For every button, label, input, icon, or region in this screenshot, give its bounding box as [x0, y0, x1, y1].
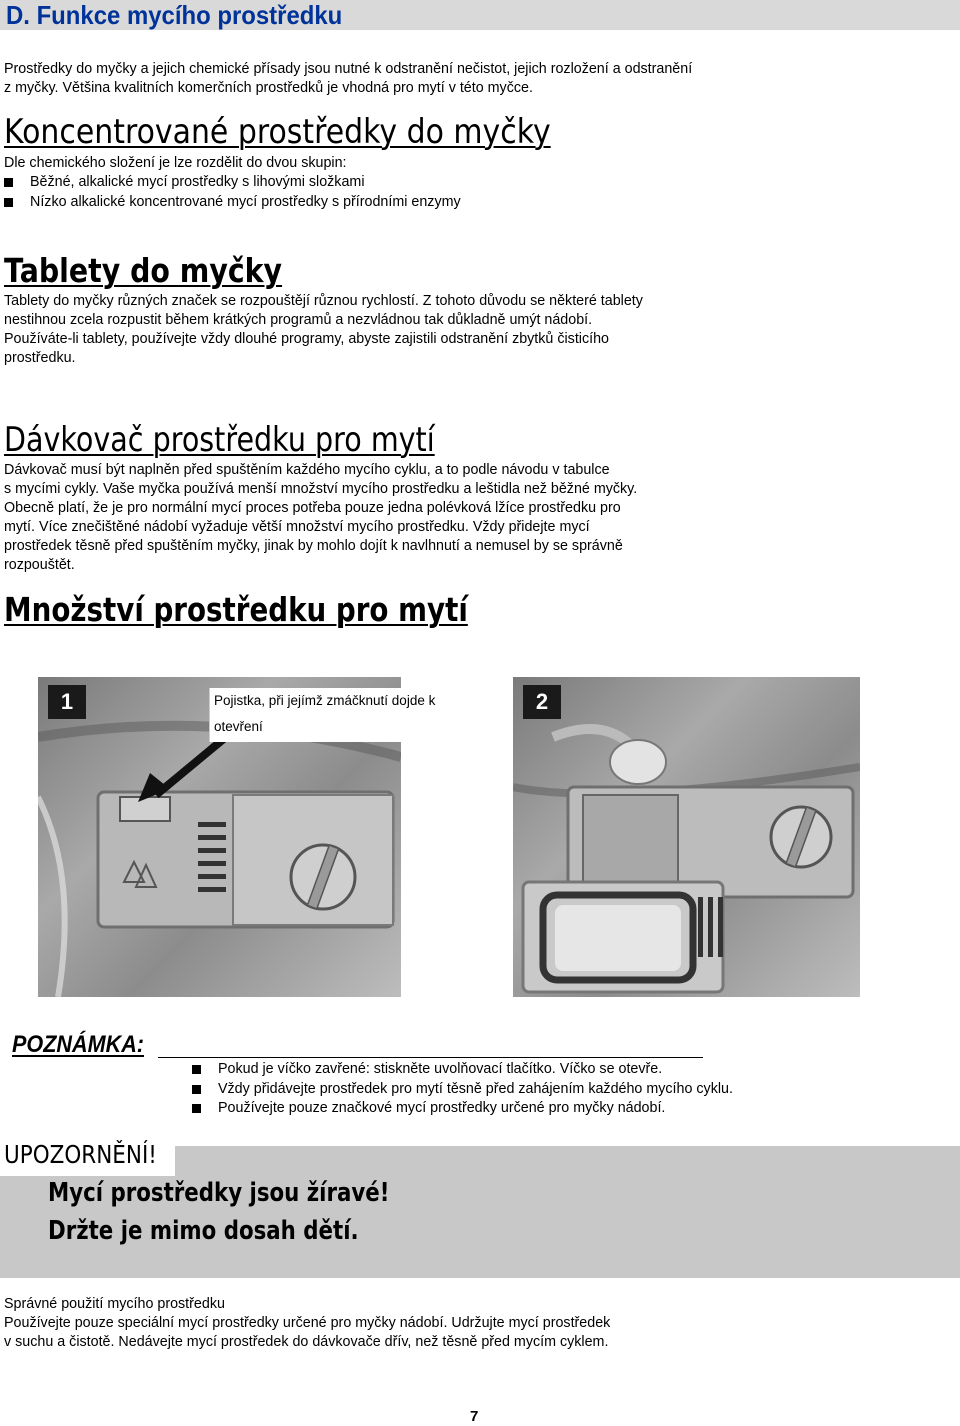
tablets-line: Používáte-li tablety, používejte vždy dlouhé programy, abyste zajistili odstranění zbytků čisticího [4, 331, 609, 347]
list-item: Používejte pouze značkové mycí prostředky určené pro myčky nádobí. [188, 1099, 948, 1119]
dispenser-line: mytí. Více znečištěné nádobí vyžaduje větší množství mycího prostředku. Vždy přidejte mycí [4, 519, 590, 535]
intro-line: z myčky. Většina kvalitních komerčních prostředků je vhodná pro mytí v této myčce. [4, 80, 533, 96]
intro-paragraph [4, 60, 954, 98]
proper-use-line: v suchu a čistotě. Nedávejte mycí prostředek do dávkovače dřív, než těsně před mycím cyklem. [4, 1334, 609, 1350]
list-item: Vždy přidávejte prostředek pro mytí těsně před zahájením každého mycího cyklu. [188, 1080, 948, 1100]
open-dispenser-illustration [513, 677, 860, 997]
dispenser-line: Obecně platí, že je pro normální mycí proces potřeba pouze jedna polévková lžíce prostředku pro [4, 500, 621, 516]
proper-use-line: Používejte pouze speciální mycí prostředky určené pro myčky nádobí. Udržujte mycí prostředek [4, 1315, 611, 1331]
callout-line: otevření [214, 719, 263, 734]
proper-use-title: Správné použití mycího prostředku [4, 1296, 225, 1312]
callout-box [209, 688, 476, 742]
tablets-paragraph [4, 292, 954, 368]
page-number: 7 [470, 1408, 479, 1425]
warning-title: UPOZORNĚNÍ! [4, 1140, 157, 1169]
section-title: D. Funkce mycího prostředku [6, 0, 343, 30]
note-divider [158, 1057, 703, 1058]
callout-line: Pojistka, při jejímž zmáčknutí dojde k [214, 693, 436, 708]
figure-number: 2 [523, 685, 561, 719]
dispenser-paragraph [4, 461, 954, 575]
tablets-line: Tablety do myčky různých značek se rozpouštějí různou rychlostí. Z tohoto důvodu se některé tablety [4, 293, 643, 309]
list-item: Běžné, alkalické mycí prostředky s lihovými složkami [0, 173, 900, 193]
note-list [188, 1060, 948, 1119]
intro-line: Prostředky do myčky a jejich chemické přísady jsou nutné k odstranění nečistot, jejich rozložení a odstranění [4, 61, 693, 77]
dispenser-line: s mycími cykly. Vaše myčka používá menší množství mycího prostředku a leštidla než běžné myčky. [4, 481, 638, 497]
list-item: Pokud je víčko zavřené: stiskněte uvolňovací tlačítko. Víčko se otevře. [188, 1060, 948, 1080]
warning-line: Držte je mimo dosah dětí. [48, 1216, 359, 1246]
tablets-heading: Tablety do myčky [4, 251, 283, 290]
note-title: POZNÁMKA: [12, 1031, 144, 1058]
concentrated-heading: Koncentrované prostředky do myčky [4, 112, 551, 152]
amount-heading: Množství prostředku pro mytí [4, 590, 468, 629]
dispenser-line: prostředek těsně před spuštěním myčky, jinak by mohlo dojít k navlhnutí a nemusel by se správně [4, 538, 623, 554]
tablets-line: nestihnou zcela rozpustit během krátkých programů a nezvládnou tak důkladně umýt nádobí. [4, 312, 593, 328]
warning-line: Mycí prostředky jsou žíravé! [48, 1178, 390, 1208]
concentrated-lead: Dle chemického složení je lze rozdělit do dvou skupin: [4, 155, 347, 171]
dispenser-line: rozpouštět. [4, 557, 75, 573]
tablets-line: prostředku. [4, 350, 76, 366]
dispenser-photo-open [513, 677, 860, 997]
dispenser-line: Dávkovač musí být naplněn před spuštěním každého mycího cyklu, a to podle návodu v tabulce [4, 462, 610, 478]
figure-number: 1 [48, 685, 86, 719]
list-item: Nízko alkalické koncentrované mycí prostředky s přírodními enzymy [0, 193, 900, 213]
proper-use-section [4, 1295, 954, 1352]
dispenser-heading: Dávkovač prostředku pro mytí [4, 420, 435, 460]
concentrated-list [0, 173, 900, 212]
